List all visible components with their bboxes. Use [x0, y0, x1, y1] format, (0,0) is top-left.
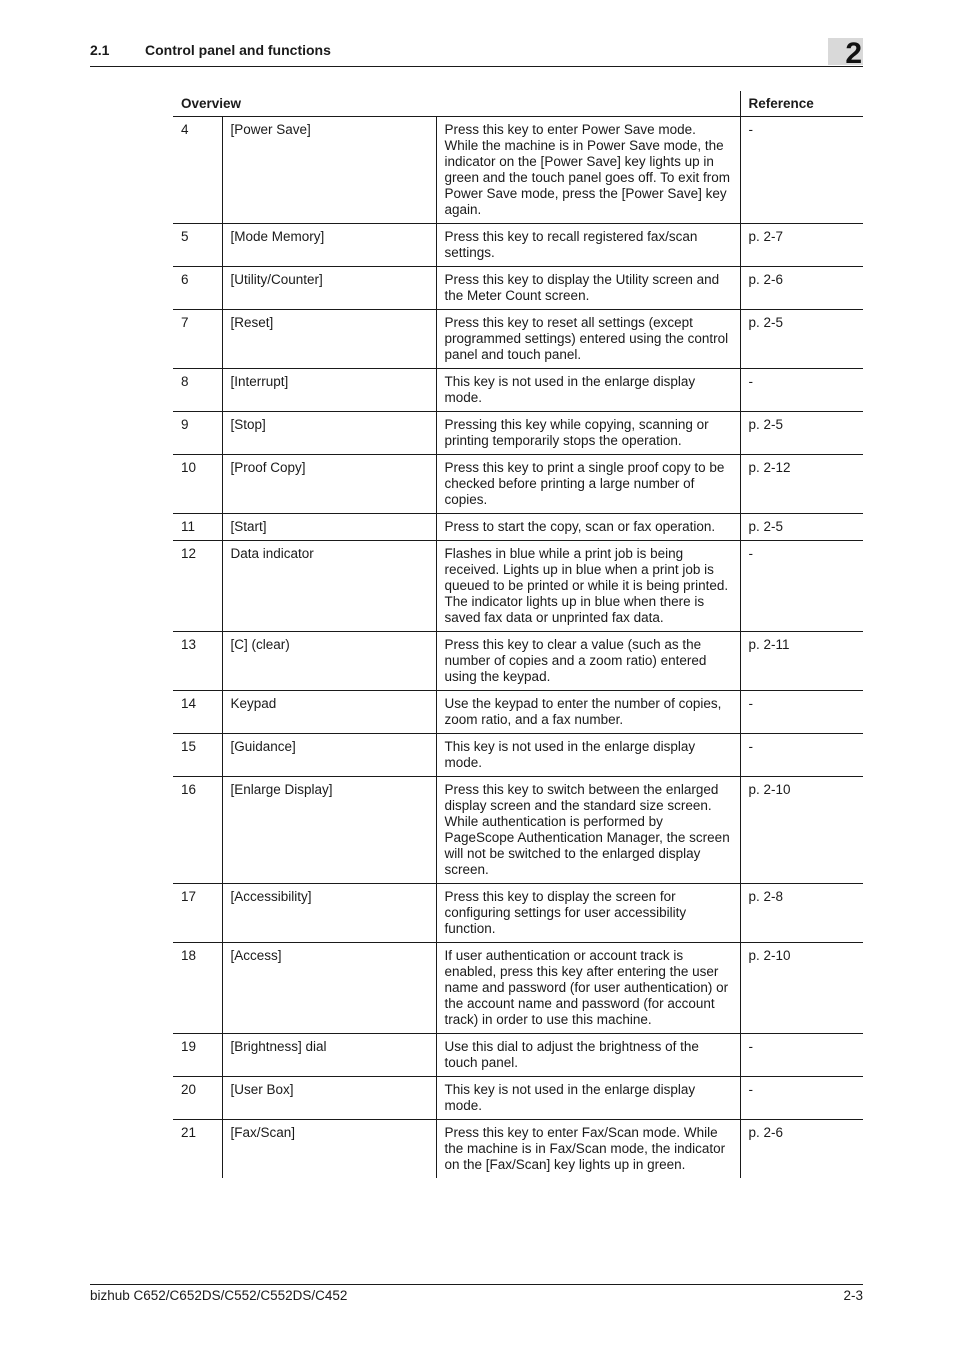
key-name-cell: [C] (clear) — [222, 632, 436, 691]
key-number-cell: 5 — [173, 224, 222, 267]
reference-cell: - — [740, 117, 863, 224]
table-row — [173, 267, 863, 310]
table-header-row — [173, 91, 863, 117]
description-cell: Press this key to reset all settings (except programmed settings) entered using the control panel and touch panel. — [436, 310, 740, 369]
key-number-cell: 4 — [173, 117, 222, 224]
key-number-cell: 16 — [173, 777, 222, 884]
description-cell: This key is not used in the enlarge display mode. — [436, 734, 740, 777]
key-number-cell: 20 — [173, 1077, 222, 1120]
description-cell: Press this key to recall registered fax/scan settings. — [436, 224, 740, 267]
key-name-cell: [User Box] — [222, 1077, 436, 1120]
key-name-cell: [Interrupt] — [222, 369, 436, 412]
section-number: 2.1 — [90, 42, 110, 58]
key-name-cell: [Brightness] dial — [222, 1034, 436, 1077]
key-number-cell: 9 — [173, 412, 222, 455]
table-row — [173, 541, 863, 632]
key-number-cell: 18 — [173, 943, 222, 1034]
key-name-cell: Keypad — [222, 691, 436, 734]
key-number-cell: 7 — [173, 310, 222, 369]
description-cell: Press this key to display the Utility screen and the Meter Count screen. — [436, 267, 740, 310]
description-cell: Use the keypad to enter the number of copies, zoom ratio, and a fax number. — [436, 691, 740, 734]
overview-column-header: Overview — [173, 91, 740, 117]
reference-cell: p. 2-10 — [740, 943, 863, 1034]
description-cell: Press this key to clear a value (such as the number of copies and a zoom ratio) entered using the keypad. — [436, 632, 740, 691]
key-name-cell: [Power Save] — [222, 117, 436, 224]
description-cell: Use this dial to adjust the brightness of the touch panel. — [436, 1034, 740, 1077]
table-row — [173, 632, 863, 691]
reference-cell: p. 2-7 — [740, 224, 863, 267]
table-row — [173, 514, 863, 541]
key-name-cell: [Mode Memory] — [222, 224, 436, 267]
key-number-cell: 6 — [173, 267, 222, 310]
table-row — [173, 1077, 863, 1120]
key-name-cell: [Proof Copy] — [222, 455, 436, 514]
description-cell: Press this key to display the screen for configuring settings for user accessibility function. — [436, 884, 740, 943]
chapter-number: 2 — [845, 38, 862, 65]
key-name-cell: [Enlarge Display] — [222, 777, 436, 884]
table-row — [173, 369, 863, 412]
key-name-cell: [Utility/Counter] — [222, 267, 436, 310]
key-name-cell: [Reset] — [222, 310, 436, 369]
description-cell: Press this key to switch between the enlarged display screen and the standard size screen. While authentication is performed by PageScope Authentication Manager, the screen will not be switched to the enlarged display screen. — [436, 777, 740, 884]
table-row — [173, 310, 863, 369]
reference-cell: p. 2-6 — [740, 267, 863, 310]
model-name: bizhub C652/C652DS/C552/C552DS/C452 — [90, 1288, 348, 1303]
key-number-cell: 13 — [173, 632, 222, 691]
key-name-cell: [Start] — [222, 514, 436, 541]
section-title: Control panel and functions — [145, 42, 331, 58]
reference-cell: p. 2-5 — [740, 514, 863, 541]
table-row — [173, 117, 863, 224]
table-row — [173, 734, 863, 777]
reference-cell: - — [740, 1077, 863, 1120]
key-number-cell: 12 — [173, 541, 222, 632]
key-number-cell: 14 — [173, 691, 222, 734]
key-name-cell: [Stop] — [222, 412, 436, 455]
table-row — [173, 777, 863, 884]
reference-cell: p. 2-11 — [740, 632, 863, 691]
table-row — [173, 884, 863, 943]
description-cell: Press to start the copy, scan or fax operation. — [436, 514, 740, 541]
table-row — [173, 412, 863, 455]
description-cell: Flashes in blue while a print job is being received. Lights up in blue when a print job is queued to be printed or while it is being printed. The indicator lights up in blue when there is saved fax data or unprinted fax data. — [436, 541, 740, 632]
description-cell: Pressing this key while copying, scanning or printing temporarily stops the operation. — [436, 412, 740, 455]
key-name-cell: [Guidance] — [222, 734, 436, 777]
reference-cell: p. 2-8 — [740, 884, 863, 943]
key-number-cell: 10 — [173, 455, 222, 514]
chapter-marker — [828, 38, 863, 65]
reference-cell: p. 2-6 — [740, 1120, 863, 1179]
reference-cell: - — [740, 369, 863, 412]
table-body — [173, 117, 863, 1179]
key-name-cell: [Access] — [222, 943, 436, 1034]
reference-cell: p. 2-10 — [740, 777, 863, 884]
reference-cell: - — [740, 541, 863, 632]
page-footer — [90, 1284, 863, 1303]
reference-cell: - — [740, 734, 863, 777]
key-number-cell: 15 — [173, 734, 222, 777]
description-cell: This key is not used in the enlarge display mode. — [436, 1077, 740, 1120]
reference-cell: p. 2-5 — [740, 412, 863, 455]
reference-cell: p. 2-12 — [740, 455, 863, 514]
key-name-cell: [Fax/Scan] — [222, 1120, 436, 1179]
table-row — [173, 691, 863, 734]
key-number-cell: 19 — [173, 1034, 222, 1077]
table-row — [173, 943, 863, 1034]
description-cell: Press this key to enter Fax/Scan mode. While the machine is in Fax/Scan mode, the indicator on the [Fax/Scan] key lights up in green. — [436, 1120, 740, 1179]
key-number-cell: 11 — [173, 514, 222, 541]
table-row — [173, 1120, 863, 1179]
description-cell: This key is not used in the enlarge display mode. — [436, 369, 740, 412]
description-cell: Press this key to print a single proof copy to be checked before printing a large number of copies. — [436, 455, 740, 514]
key-number-cell: 17 — [173, 884, 222, 943]
page-header — [90, 38, 863, 67]
key-name-cell: [Accessibility] — [222, 884, 436, 943]
reference-cell: p. 2-5 — [740, 310, 863, 369]
key-number-cell: 8 — [173, 369, 222, 412]
reference-cell: - — [740, 1034, 863, 1077]
description-cell: If user authentication or account track is enabled, press this key after entering the user name and password (for user authentication) or the account name and password (for account track) in order to use this machine. — [436, 943, 740, 1034]
key-name-cell: Data indicator — [222, 541, 436, 632]
reference-cell: - — [740, 691, 863, 734]
page-number: 2-3 — [843, 1288, 863, 1303]
table-row — [173, 224, 863, 267]
table-row — [173, 455, 863, 514]
description-cell: Press this key to enter Power Save mode. While the machine is in Power Save mode, the indicator on the [Power Save] key lights up in green and the touch panel goes off. To exit from Power Save mode, press the [Power Save] key again. — [436, 117, 740, 224]
reference-column-header: Reference — [740, 91, 863, 117]
overview-table — [173, 91, 863, 1178]
key-number-cell: 21 — [181, 1125, 197, 1140]
table-row — [173, 1034, 863, 1077]
